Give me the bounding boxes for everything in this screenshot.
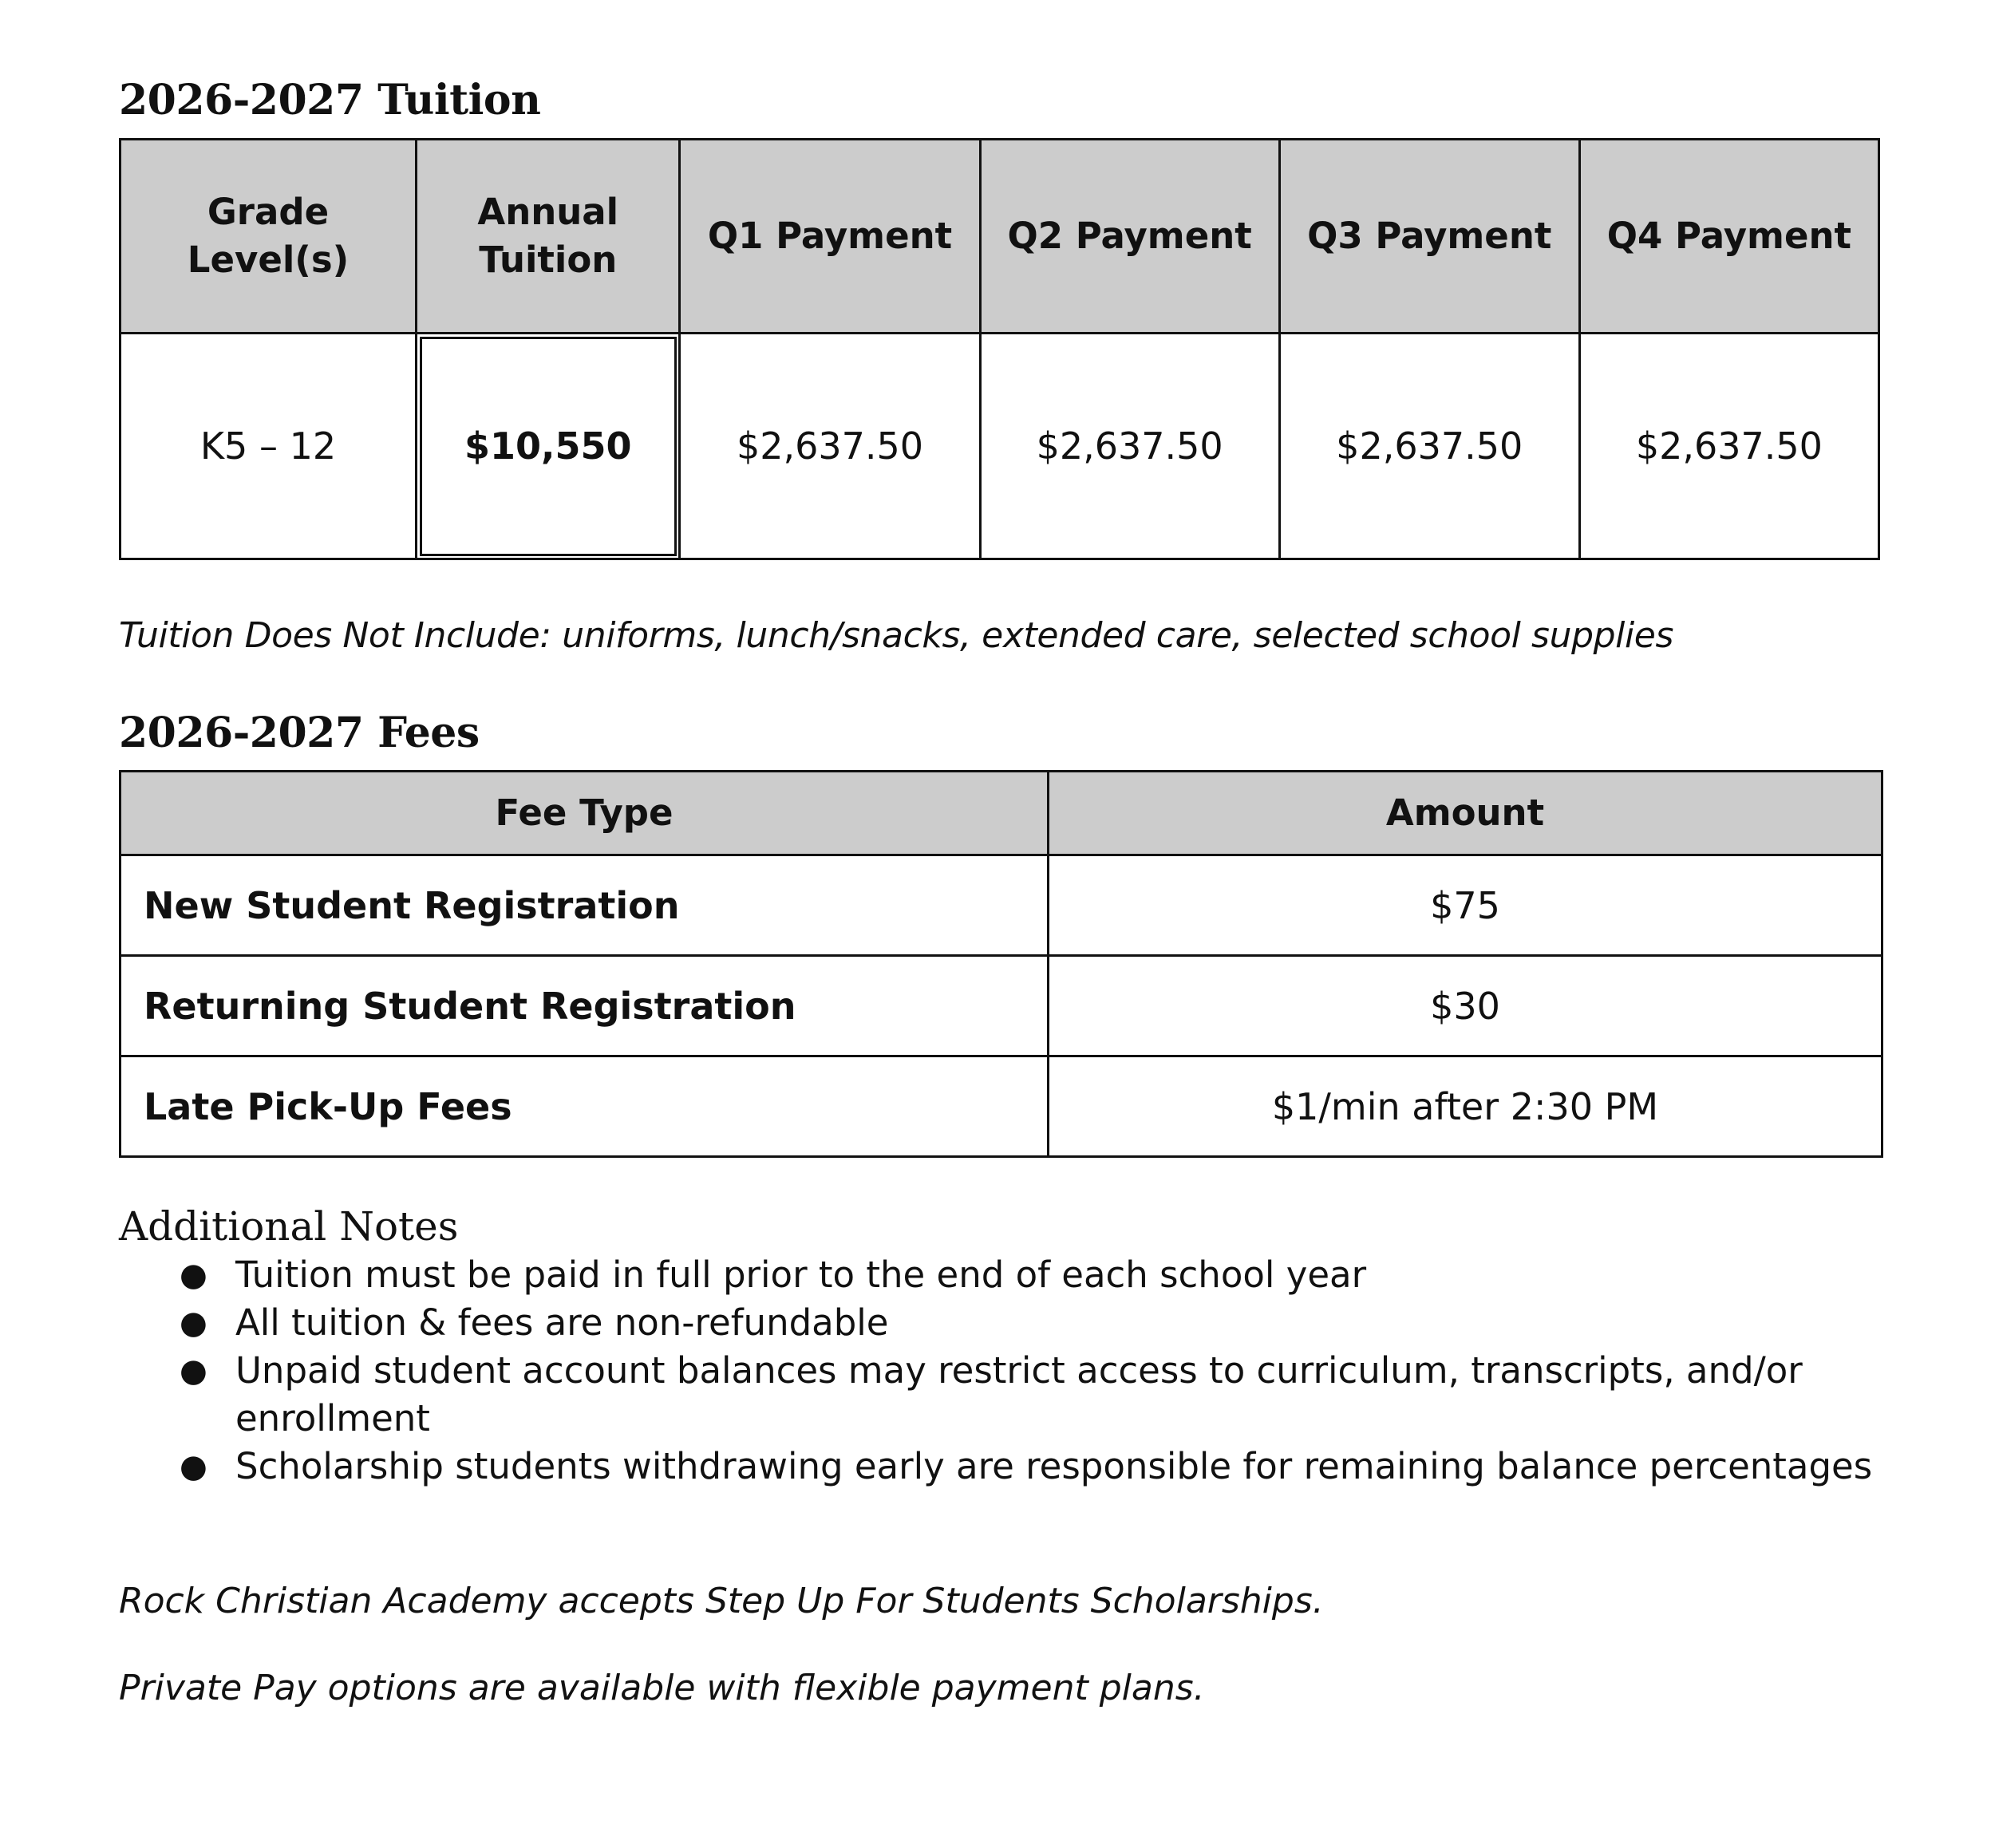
cell-q3-payment: $2,637.50 [1279,334,1579,559]
table-row [120,1056,1882,1157]
private-pay-note: Private Pay options are available with flexible payment plans. [119,1668,1205,1708]
list-item-text: Tuition must be paid in full prior to the end of each school year [235,1254,1367,1296]
header-amount: Amount [1049,772,1882,855]
additional-notes-heading: Additional Notes [119,1203,459,1250]
list-item [180,1443,1935,1491]
fee-amount-cell: $30 [1049,956,1882,1056]
fees-header-row [120,772,1882,855]
tuition-table [119,138,1880,560]
bullet-icon: ● [180,1305,207,1341]
list-item-text: All tuition & fees are non-refundable [235,1301,889,1344]
cell-q4-payment: $2,637.50 [1579,334,1878,559]
tuition-row [120,334,1879,559]
header-q4-payment: Q4 Payment [1579,140,1878,334]
cell-q2-payment: $2,637.50 [980,334,1279,559]
tuition-header-row [120,140,1879,334]
header-q1-payment: Q1 Payment [680,140,980,334]
cell-grade-levels: K5 – 12 [120,334,417,559]
fee-amount-cell: $75 [1049,855,1882,956]
bullet-icon: ● [180,1352,207,1389]
header-annual-tuition: Annual Tuition [417,140,680,334]
fee-type-cell: New Student Registration [120,855,1049,956]
cell-annual-tuition: $10,550 [417,334,680,559]
tuition-exclusions-note: Tuition Does Not Include: uniforms, lunch/snacks, extended care, selected school supplies [119,615,1673,656]
fees-table [119,770,1883,1158]
list-item-text: Scholarship students withdrawing early are responsible for remaining balance percentages [235,1445,1873,1487]
list-item [180,1299,1935,1347]
list-item-text: Unpaid student account balances may restrict access to curriculum, transcripts, and/or enrollment [235,1349,1803,1439]
tuition-heading: 2026-2027 Tuition [119,76,541,124]
list-item [180,1347,1935,1443]
scholarship-note: Rock Christian Academy accepts Step Up For Students Scholarships. [119,1581,1324,1621]
bullet-icon: ● [180,1448,207,1485]
header-fee-type: Fee Type [120,772,1049,855]
additional-notes-list [119,1251,1935,1491]
header-q2-payment: Q2 Payment [980,140,1279,334]
list-item [180,1251,1935,1299]
fees-heading: 2026-2027 Fees [119,709,480,757]
fee-amount-cell: $1/min after 2:30 PM [1049,1056,1882,1157]
cell-q1-payment: $2,637.50 [680,334,980,559]
header-grade-levels: Grade Level(s) [120,140,417,334]
header-q3-payment: Q3 Payment [1279,140,1579,334]
bullet-icon: ● [180,1257,207,1293]
fee-type-cell: Late Pick-Up Fees [120,1056,1049,1157]
table-row [120,956,1882,1056]
fee-type-cell: Returning Student Registration [120,956,1049,1056]
table-row [120,855,1882,956]
